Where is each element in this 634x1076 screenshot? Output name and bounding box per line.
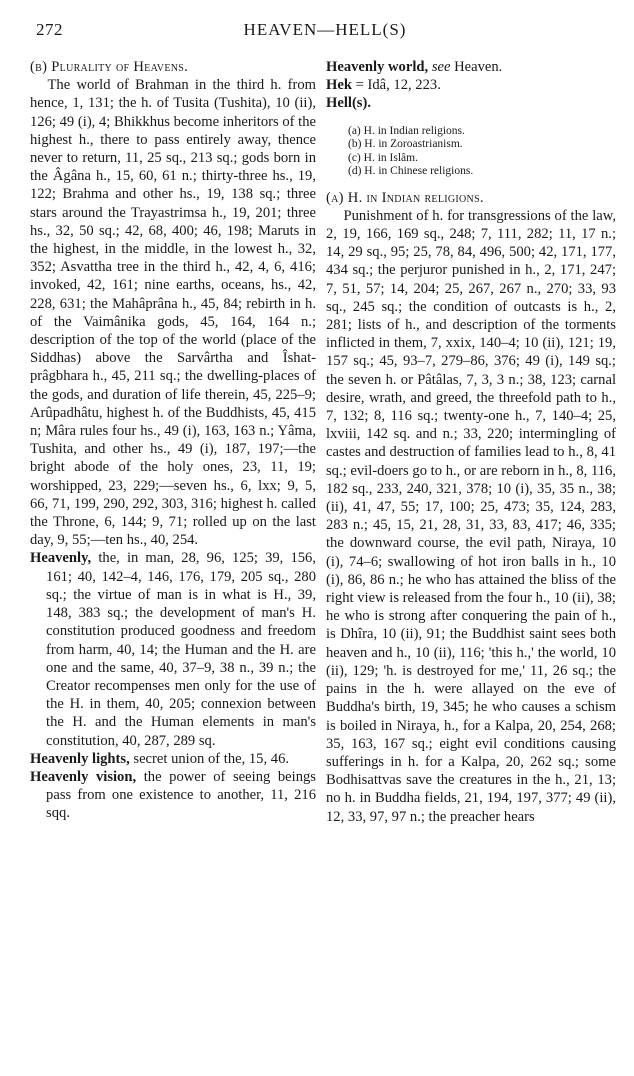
right-column <box>326 58 616 826</box>
entry-heavenly-vision-text: the power of seeing beings pass from one existence to another, 11, 216 sqq. <box>46 768 316 822</box>
entry-heavenly-lights <box>30 750 316 768</box>
entry-heavenly-lights-headword: Heavenly lights, <box>30 750 130 767</box>
entry-hek <box>326 76 616 94</box>
entry-heavenly-headword: Heavenly, <box>30 550 92 567</box>
hell-subsection-item: (a) H. in Indian religions. <box>348 124 465 137</box>
entry-hek-headword: Hek <box>326 77 352 94</box>
hell-subsection-item: (d) H. in Chinese religions. <box>348 165 474 178</box>
section-heading-plurality: (b) Plurality of Heavens. <box>30 59 189 75</box>
section-heading-indian: (a) H. in Indian religions. <box>326 189 484 206</box>
entry-heavenly-vision <box>30 768 316 823</box>
entry-heavenly-world <box>326 58 616 76</box>
indian-entry-text: Punishment of h. for transgressions of the law, 2, 19, 166, 169 sq., 248; 7, 111, 282; 11, 17 n.; 14, 29 sq., 95; 25, 78, 84, 496, 500; 42, 171, 177, 434 sq.; the perjuror punished in h., 2, 171, 247; 7, 51, 57; 14, 204; 25, 267, 267 n., 270; 33, 93 sq., 245 sq.; the condition of outcasts is h., 2, 281; lists of h., and description of the torments inflicted in them, 7, xxix, 140–4; 10 (ii), 121; 19, 157 sq.; 45, 93–7, 279–86, 376; 49 (i), 149 sq.; the seven h. or Pâtâlas, 7, 3, 3 n.; 38, 123; carnal desire, wrath, and greed, the threefold path to h., 7, 132; 8, 116 sq.; twenty-one h., 7, 140–4; 25, lxviii, 142 sq. and n.; 33, 220; intermingling of castes and destruction of families lead to h., 8, 41 sq.; evil-doers go to h., or are reborn in h., 8, 116, 182 sq., 233, 240, 321, 378; 10 (i), 35, 35 n., 38; (ii), 41, 47, 55; 17, 100; 25, 473; 35, 124, 283, 283 n.; 45, 15, 21, 28, 31, 33, 83, 417; 46, 335; the downward course, the evil path, Niraya, 10 (i), 74–6; swallowing of hot iron balls in h., 10 (i), 86, 86 n.; he who has attained the bliss of the right view is released from the four h., 10 (ii), 38; he who is strong after conquering the pain of h., is Dhîra, 10 (ii), 91; the Buddhist saint sees both heaven and h., 10 (ii), 116; 'this h.,' the world, 10 (ii), 129; 'h. is destroyed for me,' 11, 26 sq.; the pains in the h. were allayed on the eve of Buddha's birth, 19, 345; he who causes a schism is boiled in Niraya, h., for a Kalpa, 20, 254, 268; 35, 163, 167 sq.; eight evil conditions causing sufferings in h. for a Kalpa, 20, 262 sq.; some Bodhisattvas save the creatures in the h., 21, 13; no h. in Buddha fields, 21, 194, 197, 377; 49 (ii), 12, 33, 97, 97 n.; the preacher hears <box>326 207 616 825</box>
entry-heavenly-lights-text: secret union of the, 15, 46. <box>133 750 290 767</box>
entry-heavenly-text: the, in man, 28, 96, 125; 39, 156, 161; 40, 142–4, 146, 176, 179, 205 sq., 280 sq.; the virtue of man is in what is H., 39, 148, 383 sq.; the development of man's H. constitution produced goodness and freedom from harm, 40, 14; the Human and the H. are one and the same, 40, 37–9, 38 n., 39 n.; the Creator recompenses men only for the use of the H. in them, 40, 205; connexion between the H. and the Human elements in man's constitution, 40, 287, 289 sq. <box>46 550 316 749</box>
running-header <box>36 20 614 44</box>
entry-hek-text: = Idâ, 12, 223. <box>355 77 441 94</box>
entry-heavenly-world-ref: Heaven. <box>454 59 503 75</box>
entry-hell <box>326 94 616 112</box>
entry-heavenly-world-headword: Heavenly world, <box>326 59 429 75</box>
entry-heavenly <box>30 549 316 749</box>
entry-heavenly-vision-headword: Heavenly vision, <box>30 768 137 785</box>
page-number: 272 <box>36 20 63 39</box>
hell-subsection-item: (b) H. in Zoroastrianism. <box>348 138 463 151</box>
page-title: HEAVEN—HELL(S) <box>243 20 407 39</box>
entry-hell-headword: Hell(s). <box>326 95 371 112</box>
hell-subsection-item: (c) H. in Islâm. <box>348 151 418 164</box>
hell-subsection-list <box>348 125 616 179</box>
plurality-entry-text: The world of Brahman in the third h. from hence, 1, 131; the h. of Tusita (Tushita), 10 (ii), 126; 49 (i), 4; Bhikkhus become inheritors of the highest h., there to pass entirely away, thence never to return, 11, 25 sq., 213 sq.; gods born in the Âgâna h., 15, 60, 61 n.; thirty-three hs., 19, 122; Brahma and other hs., 19, 138 sq.; three stars around the Trayastrimsa h., 19, 201; three hs., 32, 50 sq.; 42, 68, 400; 46, 198; Maruts in the highest, in the middle, in the lowest h., 32, 352; Asvattha tree in the third h., 42, 4, 6, 416; invoked, 42, 161; nine earths, oceans, hs., 42, 228, 631; the Mahâprâna h., 45, 84; rebirth in h. of the Vaimânika gods, 45, 164, 164 n.; description of the top of the world (place of the Siddhas) above the Sarvârtha and Îshat-prâgbhara h., 45, 211 sq.; the dwelling-places of the gods, and duration of life therein, 45, 225–9; Arûpadhâtu, highest h. of the Buddhists, 45, 415 n; Mâra rules four hs., 49 (i), 163, 163 n.; Yâma, Tushita, and other hs., 49 (i), 187, 197;—the bright abode of the holy ones, 23, 11, 19; worshipped, 23, 229;—seven hs., 6, lxx; 9, 5, 66, 71, 199, 290, 292, 303, 316; highest h. called the Throne, 6, 144; 9, 71; rolled up on the last day, 9, 55;—ten hs., 40, 254. <box>30 77 316 549</box>
see-reference-label: see <box>431 59 451 75</box>
left-column <box>30 58 316 823</box>
